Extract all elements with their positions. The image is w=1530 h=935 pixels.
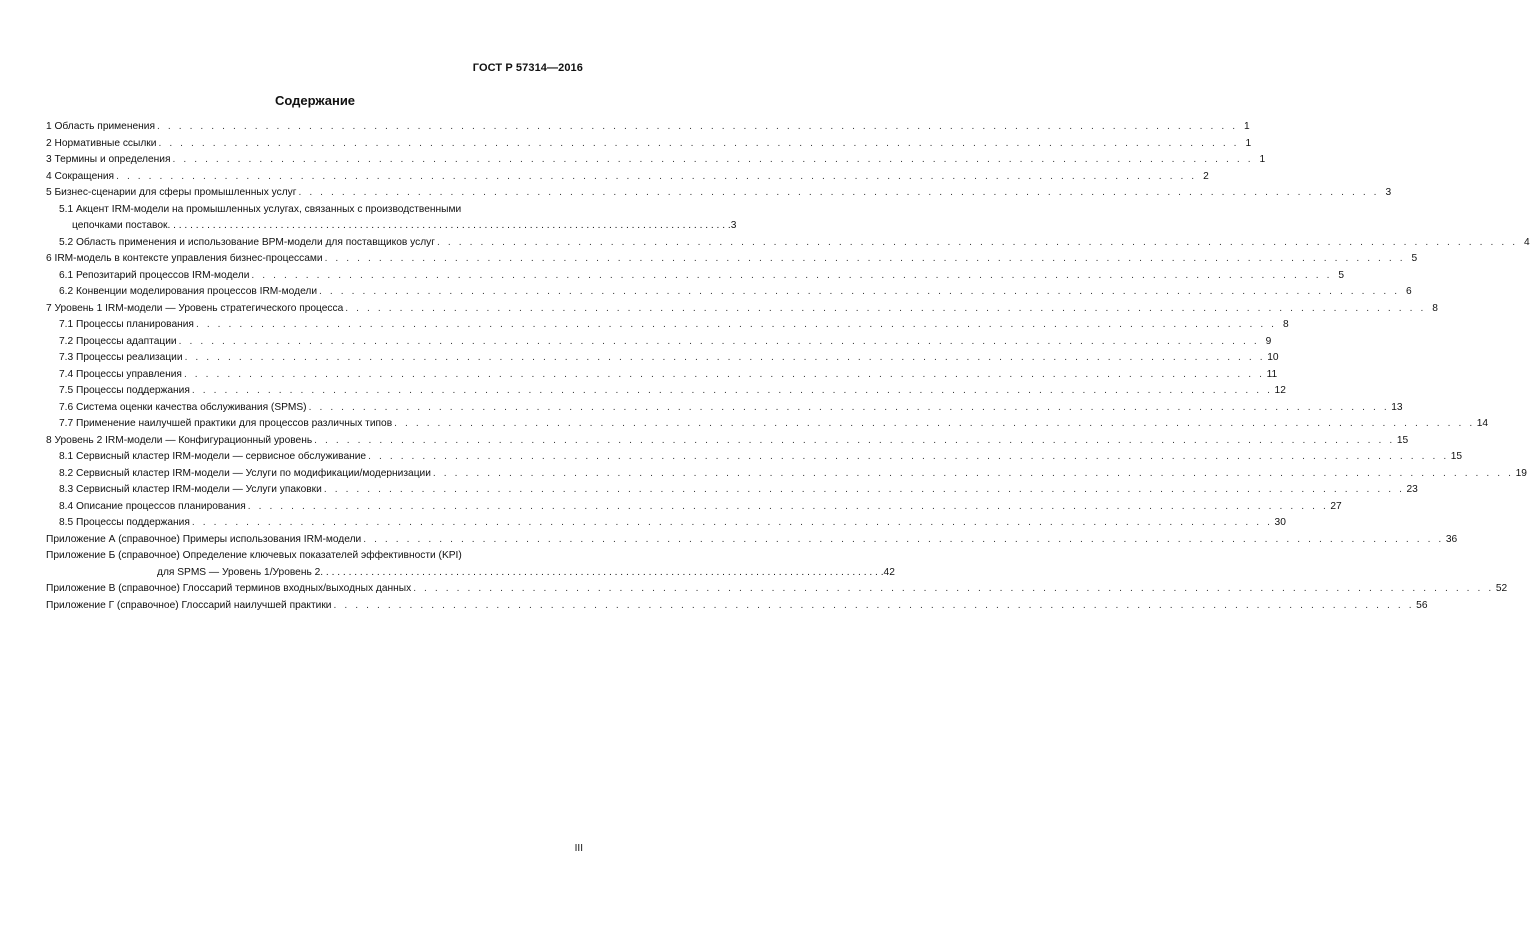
toc-entry[interactable] [46, 499, 1342, 516]
toc-entry-page: 1 [1243, 121, 1250, 132]
toc-entry-label: 7.5 Процессы поддержания [59, 385, 190, 396]
toc-entry-page: 6 [1406, 286, 1412, 297]
toc-entry-label: 8.1 Сервисный кластер IRM-модели — сервисное обслуживание [59, 451, 367, 462]
toc-entry[interactable] [46, 416, 1489, 433]
toc-leader-dots: . . . . . . . . . . . . . . . . . . . . . . . . . . . . . . . . . . . . . . . . . . . . . . . . . . . . . . . . . . . . . . . . . . . . . . . . . . . . . . . . . . . . . . . . . . . . . . . . . . . . [183, 368, 1265, 380]
toc-entry-page: 27 [1330, 500, 1342, 512]
toc-entry-label: 7.4 Процессы управления [59, 368, 182, 380]
toc-entry-label: 5.1 Акцент IRM-модели на промышленных услугах, связанных с производственными [59, 203, 462, 215]
toc-entry-page: 3 [1385, 187, 1392, 198]
toc-entry-label: 6.2 Конвенции моделирования процессов IRM-модели [59, 286, 318, 297]
toc-entry-label: 8 Уровень 2 IRM-модели — Конфигурационный уровень [46, 434, 313, 446]
toc-leader-dots: . . . . . . . . . . . . . . . . . . . . . . . . . . . . . . . . . . . . . . . . . . . . . . . . . . . . . . . . . . . . . . . . . . . . . . . . . . . . . . . . . . . . . . . . . . . . . . . . . . . . [191, 385, 1273, 396]
toc-leader-dots: . . . . . . . . . . . . . . . . . . . . . . . . . . . . . . . . . . . . . . . . . . . . . . . . . . . . . . . . . . . . . . . . . . . . . . . . . . . . . . . . . . . . . . . . . . . . . . . . . . . . [413, 583, 1494, 594]
toc-entry-page: 42 [883, 566, 895, 578]
toc-entry[interactable] [46, 235, 1530, 252]
toc-entry[interactable] [46, 169, 1209, 186]
toc-leader-dots: . . . . . . . . . . . . . . . . . . . . . . . . . . . . . . . . . . . . . . . . . . . . . . . . . . . . . . . . . . . . . . . . . . . . . . . . . . . . . . . . . . . . . . . . . . . . . . . . . . . . [394, 418, 1475, 429]
toc-entry-page: 2 [1203, 170, 1209, 182]
toc-entry-page: 8 [1282, 319, 1289, 330]
toc-entry[interactable] [46, 581, 1508, 598]
toc-leader-dots: . . . . . . . . . . . . . . . . . . . . . . . . . . . . . . . . . . . . . . . . . . . . . . . . . . . . . . . . . . . . . . . . . . . . . . . . . . . . . . . . . . . . . . . . . . . . . . . . . . . . [323, 484, 1405, 495]
toc-entry-label: 4 Сокращения [46, 170, 115, 182]
toc-leader-dots: . . . . . . . . . . . . . . . . . . . . . . . . . . . . . . . . . . . . . . . . . . . . . . . . . . . . . . . . . . . . . . . . . . . . . . . . . . . . . . . . . . . . . . . . . . . . . . . . . . . . [247, 500, 1329, 512]
toc-entry-label: 8.5 Процессы поддержания [59, 517, 190, 528]
toc-entry[interactable] [46, 136, 1252, 153]
toc-entry[interactable] [46, 334, 1272, 351]
toc-leader-dots: . . . . . . . . . . . . . . . . . . . . . . . . . . . . . . . . . . . . . . . . . . . . . . . . . . . . . . . . . . . . . . . . . . . . . . . . . . . . . . . . . . . . . . . . . . . . . . . . . . . . [363, 533, 1444, 545]
toc-entry[interactable] [46, 119, 1250, 136]
toc-entry-page: 13 [1391, 401, 1403, 413]
toc-entry-page: 36 [1445, 533, 1458, 545]
toc-entry[interactable] [46, 268, 1345, 285]
toc-entry[interactable] [46, 152, 1266, 169]
toc-leader-dots: . . . . . . . . . . . . . . . . . . . . . . . . . . . . . . . . . . . . . . . . . . . . . . . . . . . . . . . . . . . . . . . . . . . . . . . . . . . . . . . . . . . . . . . . . . . . . . . . . . . . [437, 236, 1518, 248]
toc-entry[interactable] [46, 598, 1428, 615]
toc-entry[interactable] [46, 548, 895, 581]
toc-entry[interactable] [46, 466, 1527, 483]
toc-leader-dots: . . . . . . . . . . . . . . . . . . . . . . . . . . . . . . . . . . . . . . . . . . . . . . . . . . . . . . . . . . . . . . . . . . . . . . . . . . . . . . . . . . . . . . . . . . . . . . . . . . . . [178, 335, 1260, 347]
toc-entry[interactable] [46, 482, 1418, 499]
toc-entry-page: 3 [730, 220, 737, 231]
toc-entry-page: 15 [1396, 434, 1409, 446]
toc-entry-label: 5 Бизнес-сценарии для сферы промышленных услуг [46, 187, 297, 198]
toc-entry-page: 10 [1267, 352, 1279, 363]
table-of-contents [46, 119, 1530, 614]
toc-entry-label: 7 Уровень 1 IRM-модели — Уровень стратегического процесса [46, 302, 344, 314]
toc-leader-dots: . . . . . . . . . . . . . . . . . . . . . . . . . . . . . . . . . . . . . . . . . . . . . . . . . . . . . . . . . . . . . . . . . . . . . . . . . . . . . . . . . . . . . . . . . . . . . . . . . . . . [324, 253, 1406, 264]
toc-entry-page: 19 [1515, 467, 1527, 479]
toc-entry-page: 9 [1265, 335, 1272, 347]
toc-entry-page: 4 [1523, 236, 1530, 248]
toc-leader-dots: . . . . . . . . . . . . . . . . . . . . . . . . . . . . . . . . . . . . . . . . . . . . . . . . . . . . . . . . . . . . . . . . . . . . . . . . . . . . . . . . . . . . . . . . . . . . . . . . . . . . [298, 187, 1380, 198]
toc-leader-dots: . . . . . . . . . . . . . . . . . . . . . . . . . . . . . . . . . . . . . . . . . . . . . . . . . . . . . . . . . . . . . . . . . . . . . . . . . . . . . . . . . . . . . . . . . . . . . . . . . . . . [156, 121, 1238, 132]
toc-entry-label: 5.2 Область применения и использование BPM-модели для поставщиков услуг [59, 236, 435, 248]
toc-entry[interactable] [46, 185, 1392, 202]
toc-entry-label: 7.2 Процессы адаптации [59, 335, 177, 347]
toc-entry-label: 7.1 Процессы планирования [59, 319, 194, 330]
toc-entry-page: 56 [1416, 599, 1428, 611]
toc-entry-label-continued: для SPMS — Уровень 1/Уровень 2 [157, 566, 321, 578]
toc-leader-dots: . . . . . . . . . . . . . . . . . . . . . . . . . . . . . . . . . . . . . . . . . . . . . . . . . . . . . . . . . . . . . . . . . . . . . . . . . . . . . . . . . . . . . . . . . . . . . . . . . . . . [314, 434, 1395, 446]
toc-entry[interactable] [46, 301, 1438, 318]
toc-entry-label: 7.7 Применение наилучшей практики для процессов различных типов [59, 418, 393, 429]
toc-entry-page: 12 [1274, 385, 1286, 396]
toc-entry-label: Приложение В (справочное) Глоссарий терминов входных/выходных данных [46, 583, 412, 594]
toc-entry-label: 8.2 Сервисный кластер IRM-модели — Услуги по модификации/модернизации [59, 467, 431, 479]
toc-entry[interactable] [46, 202, 737, 235]
toc-leader-dots: . . . . . . . . . . . . . . . . . . . . . . . . . . . . . . . . . . . . . . . . . . . . . . . . . . . . . . . . . . . . . . . . . . . . . . . . . . . . . . . . . . . . . . . . . . . . . . . . . . . . [319, 286, 1400, 297]
toc-entry-label: 6 IRM-модель в контексте управления бизнес-процессами [46, 253, 323, 264]
toc-entry[interactable] [46, 515, 1286, 532]
toc-entry[interactable] [46, 400, 1403, 417]
toc-entry-page: 1 [1259, 154, 1266, 165]
toc-entry-page: 15 [1450, 451, 1463, 462]
toc-entry[interactable] [46, 367, 1278, 384]
toc-entry-page: 30 [1274, 517, 1286, 528]
toc-entry[interactable] [46, 532, 1458, 549]
toc-leader-dots: . . . . . . . . . . . . . . . . . . . . . . . . . . . . . . . . . . . . . . . . . . . . . . . . . . . . . . . . . . . . . . . . . . . . . . . . . . . . . . . . . . . . . . . . . . . . . . . . . . . . [368, 451, 1449, 462]
toc-leader-dots: . . . . . . . . . . . . . . . . . . . . . . . . . . . . . . . . . . . . . . . . . . . . . . . . . . . . . . . . . . . . . . . . . . . . . . . . . . . . . . . . . . . . . . . . . . . . . . . . . . . . [320, 566, 884, 578]
standard-number-header: ГОСТ Р 57314—2016 [472, 62, 583, 74]
toc-entry[interactable] [46, 449, 1463, 466]
toc-entry[interactable] [46, 317, 1289, 334]
toc-leader-dots: . . . . . . . . . . . . . . . . . . . . . . . . . . . . . . . . . . . . . . . . . . . . . . . . . . . . . . . . . . . . . . . . . . . . . . . . . . . . . . . . . . . . . . . . . . . . . . . . . . . . [432, 467, 1514, 479]
toc-leader-dots: . . . . . . . . . . . . . . . . . . . . . . . . . . . . . . . . . . . . . . . . . . . . . . . . . . . . . . . . . . . . . . . . . . . . . . . . . . . . . . . . . . . . . . . . . . . . . . . . . . . . [172, 154, 1254, 165]
toc-entry-label: Приложение Б (справочное) Определение ключевых показателей эффективности (KPI) [46, 550, 462, 561]
toc-leader-dots: . . . . . . . . . . . . . . . . . . . . . . . . . . . . . . . . . . . . . . . . . . . . . . . . . . . . . . . . . . . . . . . . . . . . . . . . . . . . . . . . . . . . . . . . . . . . . . . . . . . . [116, 170, 1197, 182]
page-number: III [574, 843, 583, 854]
toc-entry-label: 1 Область применения [46, 121, 155, 132]
toc-leader-dots: . . . . . . . . . . . . . . . . . . . . . . . . . . . . . . . . . . . . . . . . . . . . . . . . . . . . . . . . . . . . . . . . . . . . . . . . . . . . . . . . . . . . . . . . . . . . . . . . . . . . [345, 302, 1426, 314]
toc-entry-label: 8.3 Сервисный кластер IRM-модели — Услуги упаковки [59, 484, 322, 495]
toc-entry-page: 1 [1245, 137, 1252, 149]
toc-entry-page: 5 [1411, 253, 1418, 264]
toc-entry-label: 7.3 Процессы реализации [59, 352, 183, 363]
toc-entry-label: 6.1 Репозитарий процессов IRM-модели [59, 269, 250, 281]
toc-entry-label: 7.6 Система оценки качества обслуживания (SPMS) [59, 401, 307, 413]
toc-entry[interactable] [46, 251, 1418, 268]
toc-entry-page: 11 [1266, 368, 1278, 380]
toc-entry[interactable] [46, 284, 1412, 301]
toc-entry[interactable] [46, 350, 1279, 367]
toc-entry-label: Приложение Г (справочное) Глоссарий наилучшей практики [46, 599, 332, 611]
toc-entry-page: 14 [1476, 418, 1489, 429]
toc-entry-page: 23 [1406, 484, 1418, 495]
toc-leader-dots: . . . . . . . . . . . . . . . . . . . . . . . . . . . . . . . . . . . . . . . . . . . . . . . . . . . . . . . . . . . . . . . . . . . . . . . . . . . . . . . . . . . . . . . . . . . . . . . . . . . . [251, 269, 1333, 281]
toc-entry-label: 8.4 Описание процессов планирования [59, 500, 246, 512]
toc-entry[interactable] [46, 383, 1286, 400]
toc-leader-dots: . . . . . . . . . . . . . . . . . . . . . . . . . . . . . . . . . . . . . . . . . . . . . . . . . . . . . . . . . . . . . . . . . . . . . . . . . . . . . . . . . . . . . . . . . . . . . . . . . . . . [308, 401, 1390, 413]
toc-entry-page: 5 [1338, 269, 1345, 281]
toc-entry-label: 3 Термины и определения [46, 154, 171, 165]
toc-leader-dots: . . . . . . . . . . . . . . . . . . . . . . . . . . . . . . . . . . . . . . . . . . . . . . . . . . . . . . . . . . . . . . . . . . . . . . . . . . . . . . . . . . . . . . . . . . . . . . . . . . . . [191, 517, 1273, 528]
toc-entry-label: 2 Нормативные ссылки [46, 137, 157, 149]
toc-leader-dots: . . . . . . . . . . . . . . . . . . . . . . . . . . . . . . . . . . . . . . . . . . . . . . . . . . . . . . . . . . . . . . . . . . . . . . . . . . . . . . . . . . . . . . . . . . . . . . . . . . . . [184, 352, 1266, 363]
toc-entry-label: Приложение А (справочное) Примеры использования IRM-модели [46, 533, 362, 545]
toc-leader-dots: . . . . . . . . . . . . . . . . . . . . . . . . . . . . . . . . . . . . . . . . . . . . . . . . . . . . . . . . . . . . . . . . . . . . . . . . . . . . . . . . . . . . . . . . . . . . . . . . . . . . [167, 220, 731, 231]
toc-leader-dots: . . . . . . . . . . . . . . . . . . . . . . . . . . . . . . . . . . . . . . . . . . . . . . . . . . . . . . . . . . . . . . . . . . . . . . . . . . . . . . . . . . . . . . . . . . . . . . . . . . . . [158, 137, 1240, 149]
toc-entry-page: 52 [1495, 583, 1508, 594]
toc-leader-dots: . . . . . . . . . . . . . . . . . . . . . . . . . . . . . . . . . . . . . . . . . . . . . . . . . . . . . . . . . . . . . . . . . . . . . . . . . . . . . . . . . . . . . . . . . . . . . . . . . . . . [333, 599, 1415, 611]
toc-entry[interactable] [46, 433, 1409, 450]
toc-leader-dots: . . . . . . . . . . . . . . . . . . . . . . . . . . . . . . . . . . . . . . . . . . . . . . . . . . . . . . . . . . . . . . . . . . . . . . . . . . . . . . . . . . . . . . . . . . . . . . . . . . . . [195, 319, 1277, 330]
toc-entry-label-continued: цепочками поставок [72, 220, 168, 231]
toc-title: Содержание [274, 93, 356, 108]
toc-entry-page: 8 [1432, 302, 1438, 314]
